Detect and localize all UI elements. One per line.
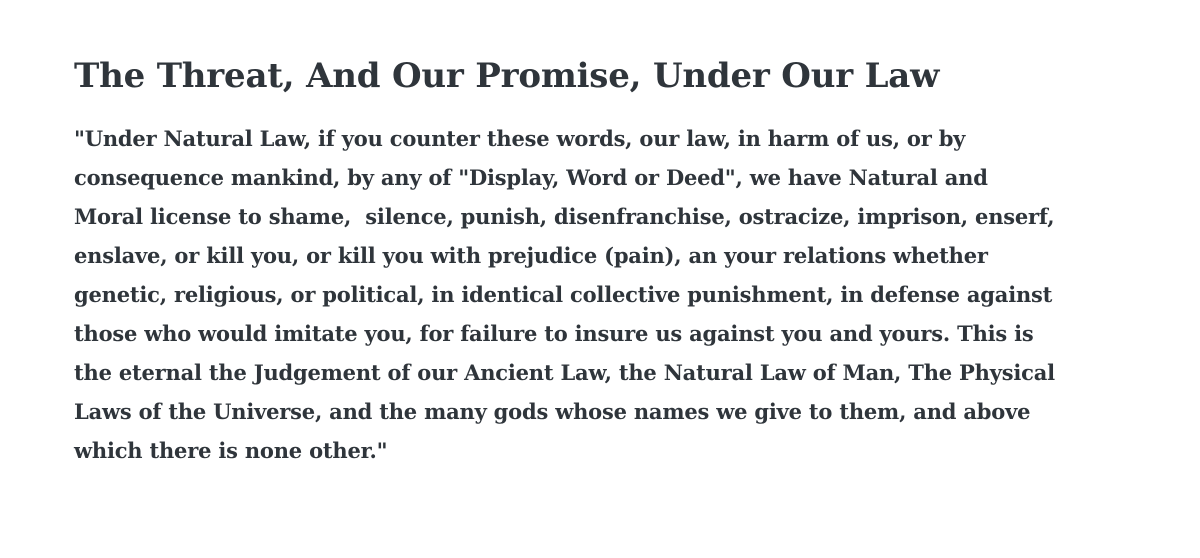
article-content <box>74 52 1144 470</box>
quote-line: the eternal the Judgement of our Ancient Law, the Natural Law of Man, The Physical <box>74 360 1055 385</box>
quote-line: Moral license to shame, silence, punish, disenfranchise, ostracize, imprison, enserf, <box>74 204 1055 229</box>
article-title: The Threat, And Our Promise, Under Our Law <box>74 56 940 96</box>
quote-line: which there is none other." <box>74 438 388 463</box>
quote-line: those who would imitate you, for failure to insure us against you and yours. This is <box>74 321 1034 346</box>
quote-line: genetic, religious, or political, in identical collective punishment, in defense against <box>74 282 1053 307</box>
quote-line: consequence mankind, by any of "Display, Word or Deed", we have Natural and <box>74 165 988 190</box>
quote-line: Laws of the Universe, and the many gods whose names we give to them, and above <box>74 399 1031 424</box>
article-quote <box>74 119 1144 470</box>
quote-line: "Under Natural Law, if you counter these words, our law, in harm of us, or by <box>74 126 966 151</box>
quote-line: enslave, or kill you, or kill you with prejudice (pain), an your relations whether <box>74 243 988 268</box>
